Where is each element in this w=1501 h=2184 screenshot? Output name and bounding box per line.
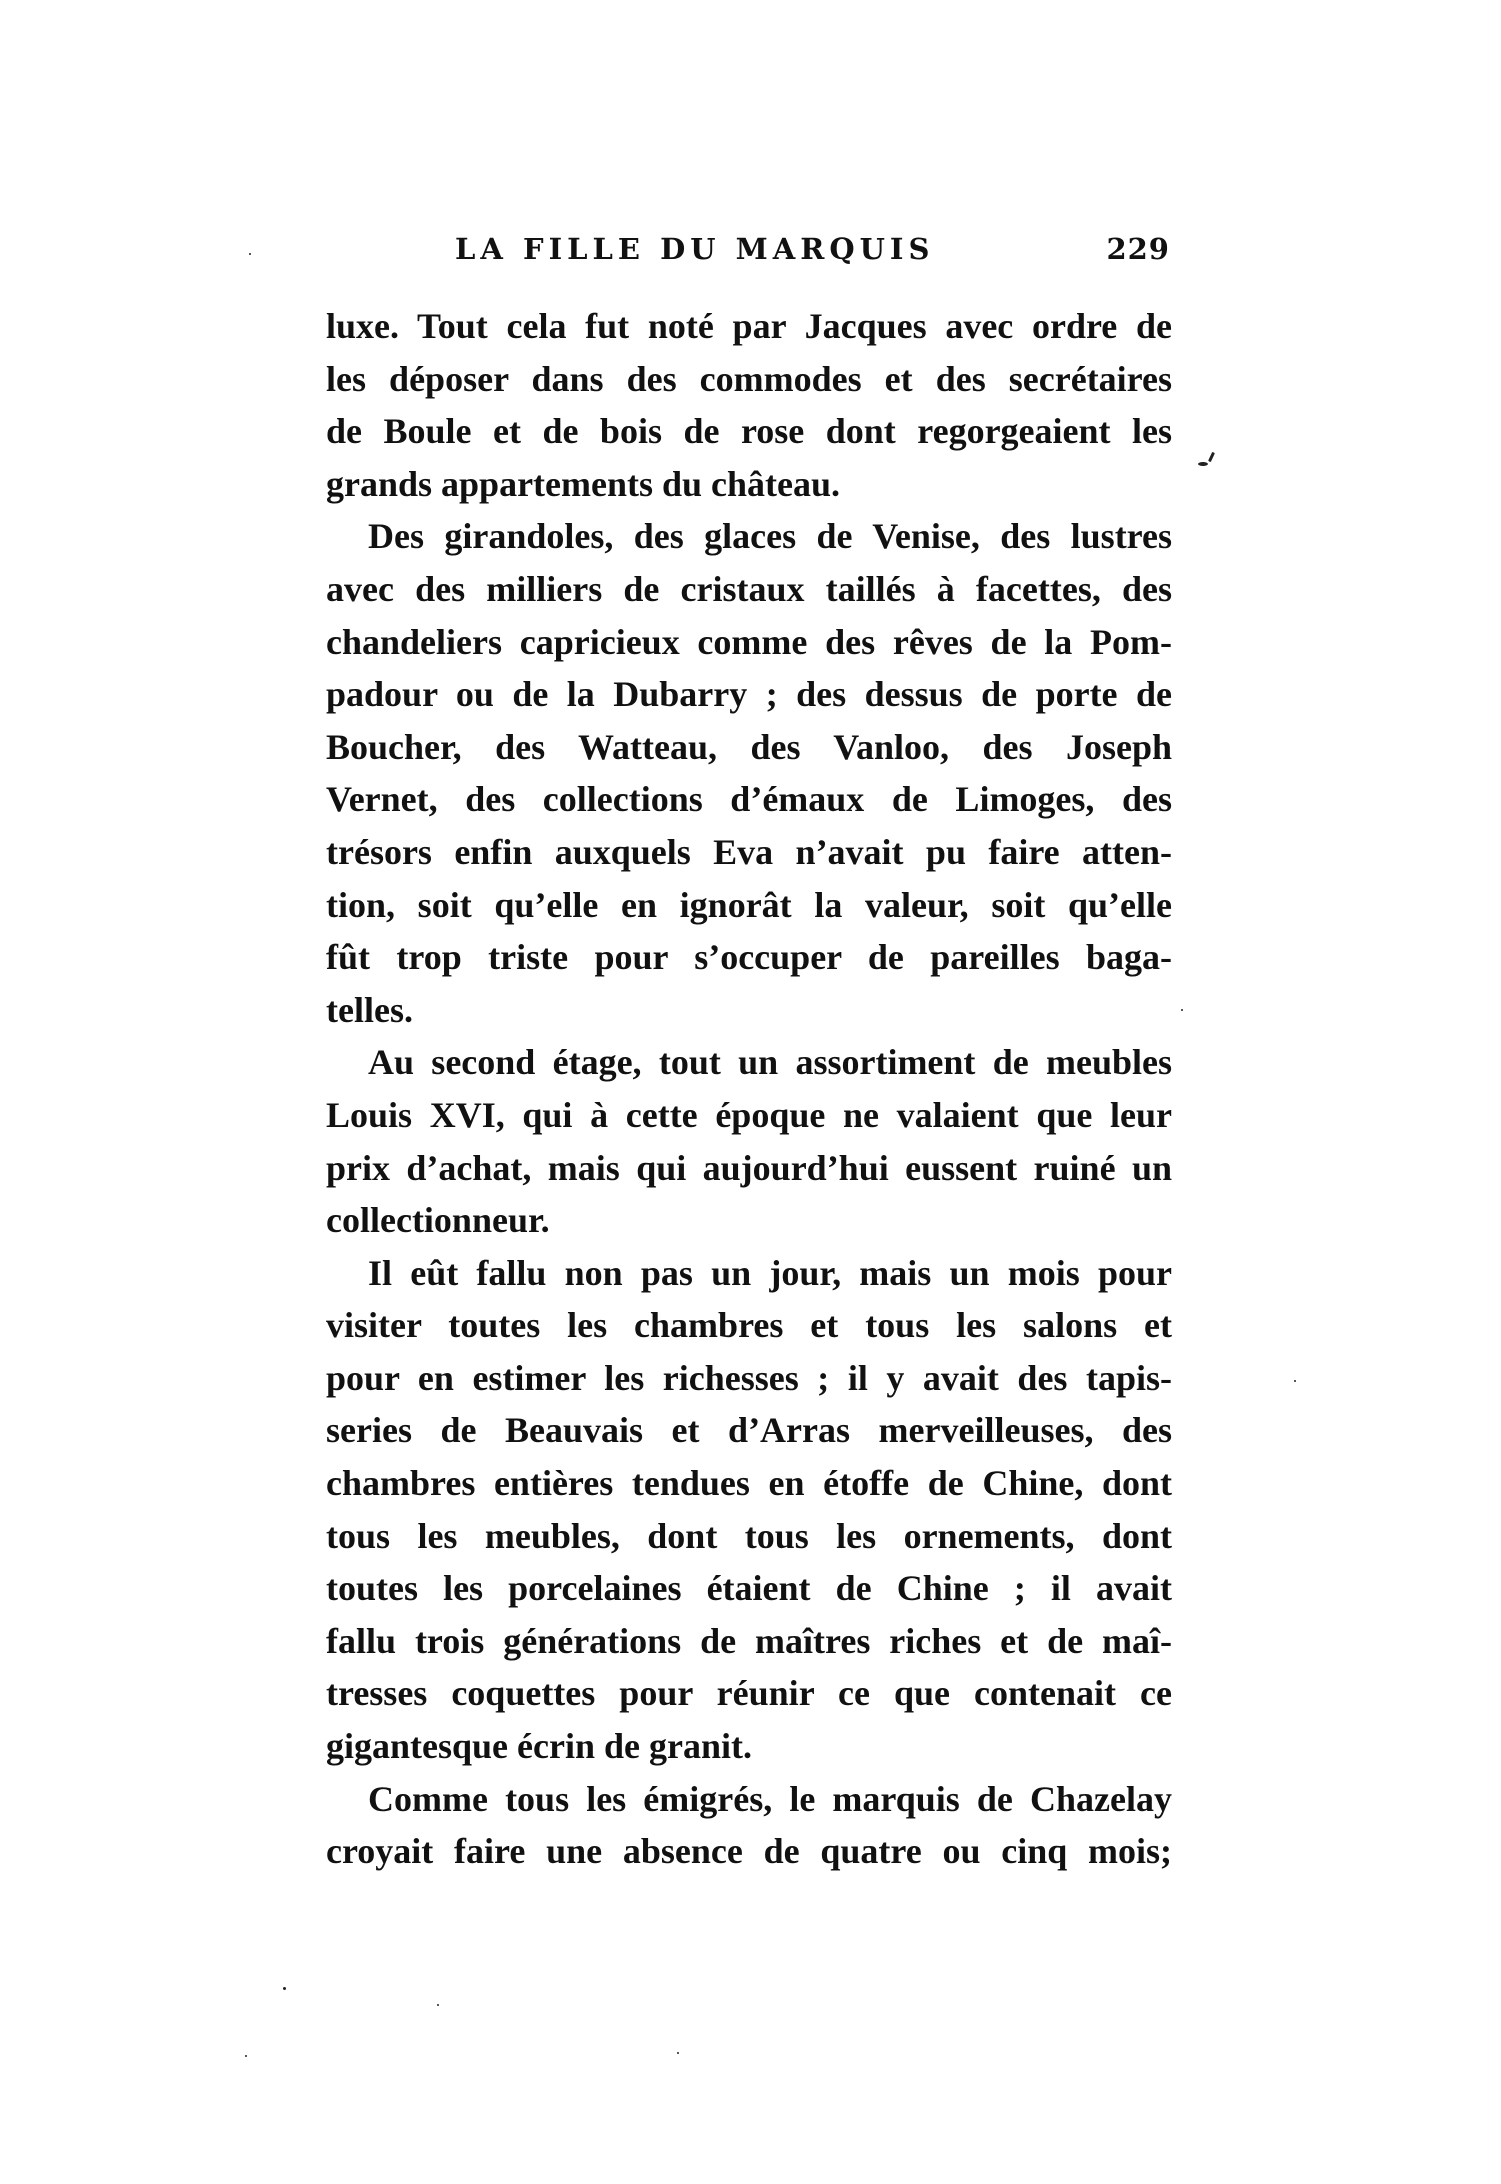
text-line: trésors enfin auxquels Eva n’avait pu faire atten- [326,831,1172,872]
text-line: Comme tous les émigrés, le marquis de Chazelay [368,1778,1172,1819]
text-line: Il eût fallu non pas un jour, mais un mois pour [368,1252,1172,1293]
text-line: tresses coquettes pour réunir ce que contenait ce [326,1673,1172,1714]
text-line: grands appartements du château. [326,463,841,504]
text-line: series de Beauvais et d’Arras merveilleuses, des [326,1410,1172,1451]
text-line: Au second étage, tout un assortiment de meubles [368,1042,1172,1083]
text-line: Boucher, des Watteau, des Vanloo, des Joseph [326,726,1172,767]
text-line: visiter toutes les chambres et tous les salons et [326,1305,1172,1346]
text-line: Louis XVI, qui à cette époque ne valaient que leur [326,1094,1172,1135]
text-line: collectionneur. [326,1200,550,1241]
text-line: prix d’achat, mais qui aujourd’hui eussent ruiné un [326,1147,1172,1188]
text-line: toutes les porcelaines étaient de Chine ; il avait [326,1568,1172,1609]
paragraph [326,300,1172,510]
paragraph [326,1247,1172,1773]
scan-speck [283,1987,286,1990]
paragraph [326,510,1172,1036]
text-line: chambres entières tendues en étoffe de Chine, dont [326,1463,1172,1504]
scan-speck [1181,1009,1183,1011]
scan-speck [677,2052,679,2054]
page-number: 229 [1106,232,1170,266]
text-line: les déposer dans des commodes et des secrétaires [326,358,1172,399]
text-line: Des girandoles, des glaces de Venise, des lustres [368,516,1172,557]
text-line: Vernet, des collections d’émaux de Limoges, des [326,779,1172,820]
scan-speck [1208,452,1215,462]
text-line: tion, soit qu’elle en ignorât la valeur, soit qu’elle [326,884,1172,925]
text-line: gigantesque écrin de granit. [326,1726,752,1767]
scan-speck [1198,462,1208,466]
text-line: pour en estimer les richesses ; il y avait des tapis- [326,1357,1172,1398]
scan-speck [1294,1380,1296,1382]
text-line: chandeliers capricieux comme des rêves de la Pom- [326,621,1172,662]
text-line: avec des milliers de cristaux taillés à facettes, des [326,568,1172,609]
text-line: luxe. Tout cela fut noté par Jacques avec ordre de [326,306,1172,346]
paragraph [326,1773,1172,1878]
text-line: padour ou de la Dubarry ; des dessus de porte de [326,674,1172,715]
text-line: telles. [326,989,413,1030]
text-line: de Boule et de bois de rose dont regorgeaient les [326,411,1172,452]
running-title: LA FILLE DU MARQUIS [455,232,935,266]
text-line: tous les meubles, dont tous les ornements, dont [326,1515,1172,1556]
text-line: croyait faire une absence de quatre ou cinq mois; [326,1831,1172,1872]
scan-speck [245,2055,247,2057]
text-line: fût trop triste pour s’occuper de pareilles baga- [326,937,1172,978]
text-line: fallu trois générations de maîtres riches et de maî- [326,1620,1172,1661]
body-text [326,300,1172,1878]
scan-speck [249,253,251,255]
paragraph [326,1036,1172,1246]
running-header [335,232,1170,282]
scan-speck [437,2004,439,2006]
